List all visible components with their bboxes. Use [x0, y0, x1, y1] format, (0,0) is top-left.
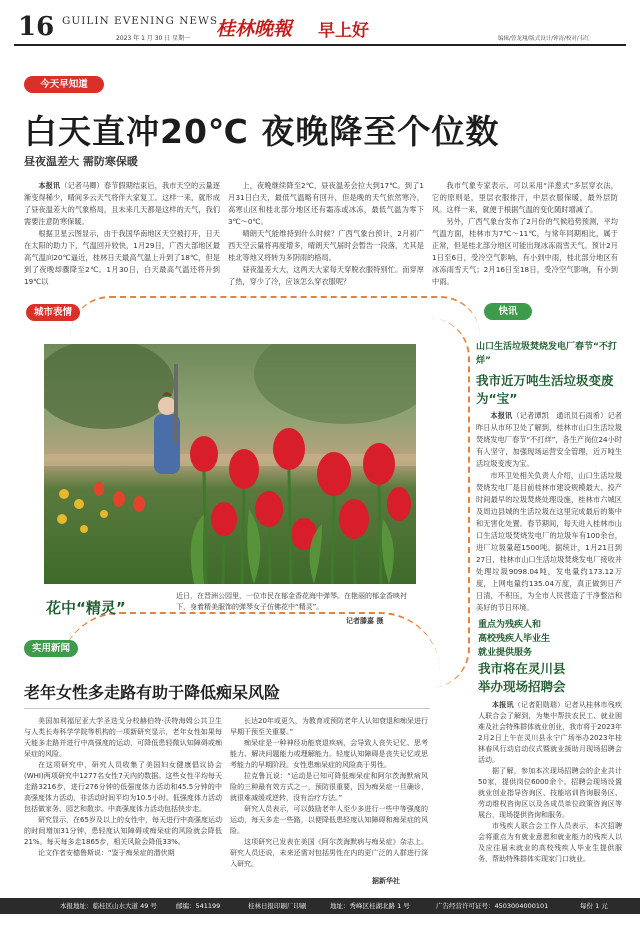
lead-col-2: [228, 180, 424, 288]
tag-today: 今天早知道: [24, 76, 104, 93]
section-name: 早上好: [318, 21, 369, 41]
paper-name-en: GUILIN EVENING NEWS: [62, 15, 219, 27]
lead-byline-note: （记者马卿）: [60, 181, 104, 190]
brief-headline: 我市近万吨生活垃圾变废为“宝”: [476, 373, 614, 406]
footer-printer-address: 地址：秀峰区桂湖北路 1 号: [330, 902, 410, 910]
editor-credits: 编辑/曾龙翔/版式设计/钟涛/校对/韦红: [498, 36, 590, 42]
health-source: 据新华社: [372, 877, 400, 885]
health-col-1: [24, 716, 222, 859]
health-c2p1: 长达20年或更久，为教育或预防老年人认知衰退和痴呆进行早期干预至关重要。”: [230, 717, 428, 736]
jobs-p3: 市残疾人联合会工作人员表示，本次招聘会将重点为有就业意愿和就业能力的残疾人以及应往届未就业的高校残疾人毕业生提供服务，帮助特殊群体实现家门口就业。: [478, 822, 622, 863]
tag-brief: 快讯: [484, 303, 532, 320]
lead-col3-text: 我市气象专家表示，可以采用“洋葱式”多层穿衣法，它的原则是，里层衣服排汗，中层衣服保暖，最外层防风。这样一来，就便于根据气温的变化随时增减了。: [432, 181, 618, 214]
lead-col2-text: 上，夜晚继续降至2℃，昼夜温差会拉大到17℃。到了1月31日白天，最低气温略有回升，但是晚的天气依然寒冷，高寒山区和桂北部分地区还有霜冻或冰冻，最低气温为零下3℃～0℃。: [228, 181, 424, 226]
date-line: 2023 年 1 月 30 日 星期一: [116, 35, 191, 42]
jobs-kicker: [478, 618, 622, 660]
photo-title: 花中“精灵”: [46, 599, 126, 617]
tulip-illustration: [44, 344, 416, 584]
jobs-p1: 记者从桂林市残疾人联合会了解到，为集中帮扶农民工、就业困难及社会特殊群体就业创业，我市将于2023年2月2日上午在灵川县永宁广场举办2023年桂林春风行动启动仪式暨就业援助月现场招聘会活动。: [478, 701, 623, 764]
health-c2p5: 这项研究已发表在美国《阿尔茨海默病与痴呆症》杂志上。研究人员还说，未来还需对包括男性在内的更广泛的人群进行深入研究。: [230, 838, 428, 868]
health-c1p1: 美国加利福尼亚大学圣迭戈分校赫伯特·沃特海姆公共卫生与人类长寿科学学院等机构的一项新研究显示，老年女性如果每天能多走路并进行中高强度的运动，可降低患轻微认知障碍或痴呆症的风险。: [24, 717, 222, 758]
photo-caption: 近日，在晋洲公园里，一位市民在郁金香花海中弹琴。在艳丽的郁金香映衬下，身着精美服饰的弹琴女子仿佛花中“精灵”。: [176, 592, 407, 611]
jobs-headline: [478, 660, 622, 696]
lead-col1b-text: 根据卫星云图显示，由于我国华南地区天空被打开，日天在太阳的助力下，气温回升较快，1月29日，广西大部地区最高气温向20℃逼近，桂林日天最高气温上升到了18℃，但是到了夜晚却骤降至2℃。1月30日，白天最高气温还将升到19℃以: [24, 229, 220, 286]
page-number: 16: [18, 12, 55, 42]
footer-license: 广告经营许可证号：4503004000101: [436, 902, 549, 910]
brief-byline: 本报讯: [490, 411, 513, 420]
health-c1p2: 在这项研究中，研究人员收集了美国妇女健康倡议协会(WHI)两项研究中1277名女性7天内的数据。这些女性平均每天走路3216步，进行276分钟的低强度体力活动和45.5分钟的中高强度体力活动，非活动时间平均为10.5小时。低强度体力活动包括做家务、园艺和散步。中高强度体力活动包括快步走。: [24, 761, 222, 813]
jobs-body: [478, 700, 622, 865]
lead-col2b-text: 晴朗天气能维持到什么时候？广西气象台预计，2月初广西天空云量将再度增多，晴朗天气届时会暂告一段落，尤其是桂北等地又将转为多阴雨的格局。: [228, 229, 424, 262]
masthead: [0, 0, 640, 48]
dashed-connector-right: [430, 318, 470, 688]
jobs-byline: 本报讯: [492, 701, 514, 709]
brief-p2: 市环卫处相关负责人介绍，山口生活垃圾焚烧发电厂是目前桂林市建设规模最大、投产时间最早的垃圾焚烧处理设施，桂林市六城区及周边县城的生活垃圾在这里完成最后的集中和无害化处置。春节期间，每天进入桂林市山口生活垃圾焚烧发电厂的垃圾车有100余台，进厂垃圾量超1500吨。据统计，1月21日到27日，桂林市山口生活垃圾焚烧发电厂接收并处理垃圾9098.04吨，发电量约173.12万度，上网电量约135.04万度，真正做到日产日清，不积压，为全市人民营造了干净整洁和美好的节日环境。: [476, 471, 622, 612]
lead-byline: 本报讯: [38, 181, 61, 190]
health-c1p3: 研究显示，在65岁及以上的女性中，每天进行中高强度运动的时间增加31分钟，患轻度认知障碍或痴呆症的风险就会降低21%。每天每多走1865步，相关风险会降低33%。: [24, 816, 222, 846]
footer-bar: [0, 898, 640, 914]
brief-body: [476, 410, 622, 614]
brief-kicker: 山口生活垃圾焚烧发电厂春节“不打烊”: [476, 342, 617, 366]
footer-price: 每份 1 元: [580, 902, 608, 910]
jobs-headline-line-1: 我市将在灵川县: [478, 661, 566, 676]
photo-credit: 记者滕嘉 摄: [346, 617, 384, 625]
footer-postcode: 邮编：541199: [176, 902, 221, 910]
jobs-byline-note: （记者阳勋瑞）: [513, 701, 565, 709]
jobs-kicker-line-2: 高校残疾人毕业生: [478, 634, 551, 644]
health-rule: [24, 708, 430, 709]
lead-col1-text: 春节假期结束后，我市天空的云量逐渐变得稀少，晴间多云天气将伴大家复工。这样一来，就形成了昼夜温差大的气象格局，且未来几天都是这样的天气，我们需要注意防寒保暖。: [24, 181, 220, 226]
lead-col-1: [24, 180, 220, 288]
jobs-headline-line-2: 举办现场招聘会: [478, 679, 566, 694]
lead-col3b-text: 另外，广西气象台发布了2月份的气候趋势预测，平均气温方面，桂林市为7℃～11℃，与常年同期相比，属于正常，但是桂北部分地区可能出现冰冻雨雪天气。预计2月1日至6日，受冷空气影响，有小到中雨，桂北部分地区有冰冻雨雪天气；2月16日至18日，受冷空气影响，有小到中雨。: [432, 217, 618, 286]
jobs-p2: 据了解，参加本次现场招聘会的企业共计50家，提供岗位6000余个。招聘会现场设置就业创业指导咨询区、技能培训咨询服务区、劳动维权咨询区以及各成员单位政策咨询区等展台，现场提供咨询和服务。: [478, 767, 622, 819]
health-c2p4: 研究人员表示，可以鼓励老年人至少多进行一些中等强度的运动，每天多走一些路，以便降低患轻度认知障碍和痴呆症的风险。: [230, 805, 428, 835]
tag-city: 城市表情: [26, 304, 80, 321]
lead-col2c-text: 昼夜温差大大，这两天大家每天穿脱衣服特别忙。而穿厚了热，穿少了冷，应该怎么穿衣服呢？: [228, 265, 424, 286]
lead-col-3: [432, 180, 618, 288]
paper-logo: 桂林晚報: [216, 18, 293, 40]
health-c2p2: 痴呆症是一种神经功能衰退疾病，会导致人丧失记忆、思考能力、解决问题能力或理解能力。轻度认知障碍是丧失记忆或思考能力的早期阶段。女性患痴呆症的风险高于男性。: [230, 739, 428, 769]
health-col-2: [230, 716, 428, 870]
health-c1p4: 论文作者安德鲁斯说：“鉴于痴呆症的潜伏期: [38, 849, 175, 857]
tag-useful-news: 实用新闻: [24, 640, 78, 657]
footer-address: 本报地址：临桂区山水大道 49 号: [60, 902, 157, 910]
lead-headline: 白天直冲20℃ 夜晚降至个位数: [24, 112, 500, 151]
health-headline: 老年女性多走路有助于降低痴呆风险: [24, 683, 281, 702]
footer-printer: 桂林日报印刷厂印刷: [248, 902, 307, 910]
dashed-connector-top: [70, 296, 480, 336]
jobs-kicker-line-1: 重点为残疾人和: [478, 620, 542, 630]
jobs-kicker-line-3: 就业提供服务: [478, 648, 533, 658]
tulip-photo: [44, 344, 416, 584]
lead-subhead: 昼夜温差大 需防寒保暖: [24, 155, 138, 168]
masthead-rule: [14, 44, 626, 46]
health-c2p3: 拉克鲁瓦说：“运动是已知可降低痴呆症和阿尔茨海默病风险的三种最有效方式之一，预防很重要，因为痴呆症一旦确诊，就很难减缓或逆转，没有治疗方法。”: [230, 772, 428, 802]
brief-byline-note: （记者谭凯 通讯员石雨希）: [512, 411, 608, 420]
brief-p1: 记者昨日从市环卫处了解到，桂林市山口生活垃圾焚烧发电厂春节“不打烊”，各生产岗位24小时有人坚守，加强现场运营安全管理，近万吨生活垃圾变废为宝。: [476, 411, 622, 468]
